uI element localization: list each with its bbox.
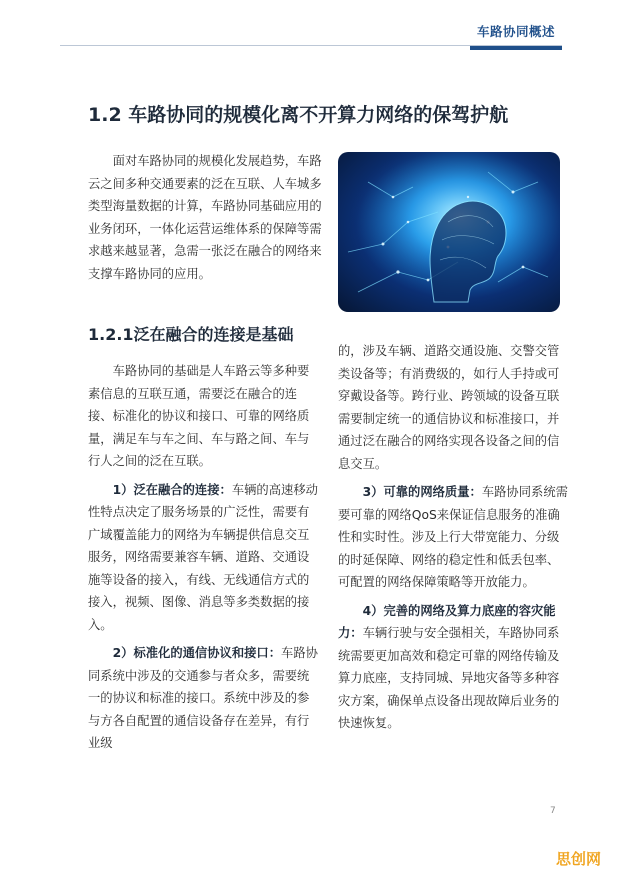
page-number: 7	[550, 806, 556, 816]
ai-brain-illustration	[338, 152, 560, 312]
item-4-label: 4）完善的网络及算力底座的容灾能力：	[338, 603, 556, 640]
left-intro-paragraph: 车路协同的基础是人车路云等多种要素信息的互联互通，需要泛在融合的连接、标准化的协议和接口、可靠的网络质量，满足车与车之间、车与路之间、车与行人之间的泛在互联。	[88, 364, 310, 468]
header-divider	[60, 45, 562, 46]
item-1-text: 车辆的高速移动性特点决定了服务场景的广泛性，需要有广域覆盖能力的网络为车辆提供信息交互服务，网络需要兼容车辆、道路、交通设施等设备的接入，有线、无线通信方式的接入，视频、图像、消息等多类数据的接入。	[88, 482, 318, 632]
section-title: 1.2 车路协同的规模化离不开算力网络的保驾护航	[88, 104, 509, 126]
item-3-label: 3）可靠的网络质量：	[362, 485, 482, 499]
header-section-tab: 车路协同概述	[470, 22, 562, 50]
item-2-text: 车路协同系统中涉及的交通参与者众多，需要统一的协议和标准的接口。系统中涉及的参与方各自配置的通信设备存在差异，有行业级	[88, 646, 318, 750]
subsection-title: 1.2.1泛在融合的连接是基础	[88, 325, 294, 344]
item-4-text: 车辆行驶与安全强相关，车路协同系统需要更加高效和稳定可靠的网络传输及算力底座，支持同城、异地灾备等多种容灾方案，确保单点设备出现故障后业务的快速恢复。	[338, 626, 560, 730]
item-4-paragraph	[338, 600, 570, 735]
item-1-paragraph	[88, 479, 320, 637]
left-column	[88, 360, 320, 761]
ai-head-graphic	[338, 152, 560, 312]
intro-paragraph: 面对车路协同的规模化发展趋势，车路云之间多种交通要素的泛在互联、人车城多类型海量数据的计算，车路协同基础应用的业务闭环，一体化运营运维体系的保障等需求越来越显著，急需一张泛在融合的网络来支撑车路协同的应用。	[88, 154, 322, 281]
item-2-label: 2）标准化的通信协议和接口：	[112, 646, 282, 660]
continued-paragraph: 的，涉及车辆、道路交通设施、交警交管类设备等；有消费级的，如行人手持或可穿戴设备等。跨行业、跨领域的设备互联需要制定统一的通信协议和标准接口，并通过泛在融合的网络实现各设备之间的信息交互。	[338, 344, 560, 471]
item-2-paragraph	[88, 642, 320, 755]
item-1-label: 1）泛在融合的连接：	[112, 482, 232, 497]
right-column	[338, 340, 570, 741]
site-watermark: 思创网	[556, 850, 602, 868]
item-3-text: 车路协同系统需要可靠的网络QoS来保证信息服务的准确性和实时性。涉及上行大带宽能力、分级的时延保障、网络的稳定性和低丢包率、可配置的网络保障策略等开放能力。	[338, 485, 568, 589]
item-3-paragraph	[338, 481, 570, 594]
